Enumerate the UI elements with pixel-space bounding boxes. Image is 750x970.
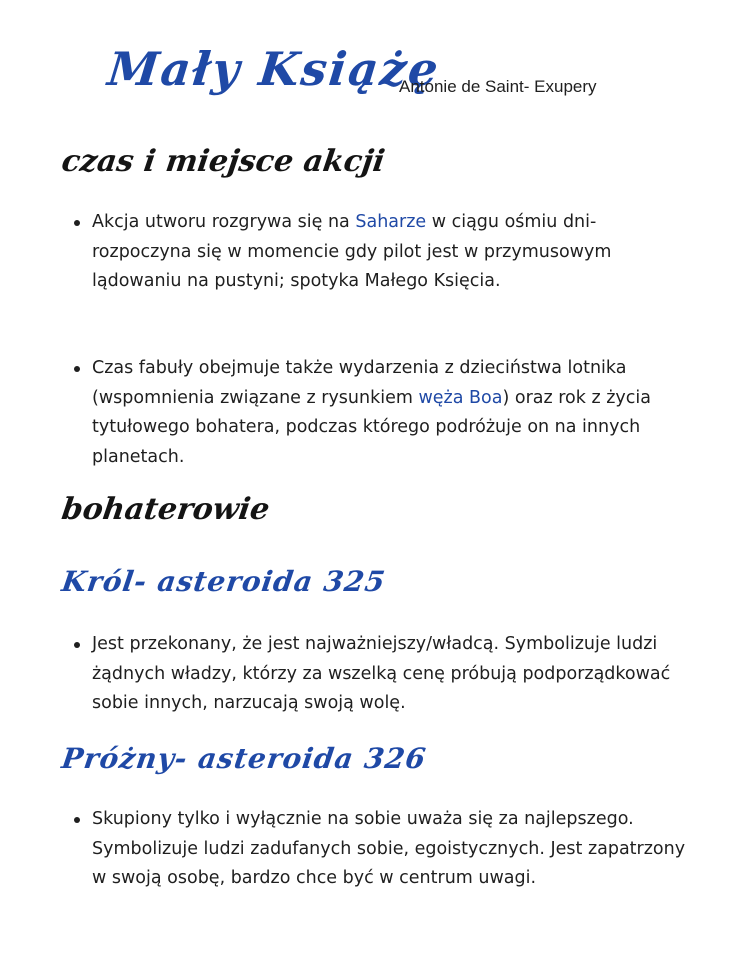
document-title: Mały Książę: [105, 42, 443, 96]
list-item: [74, 354, 694, 472]
bullet-text: Skupiony tylko i wyłącznie na sobie uważa się za najlepszego. Symbolizuje ludzi zadufanych sobie, egoistycznych. Jest zapatrzony w swoją osobę, bardzo chce być w centrum uwagi.: [92, 809, 686, 888]
heading-characters: bohaterowie: [59, 492, 272, 527]
bullet-icon: [74, 642, 80, 648]
list-item: [74, 630, 694, 719]
highlight-sahara: Saharze: [355, 212, 427, 232]
heading-vain: Próżny- asteroida 326: [59, 742, 429, 775]
bullet-text: Akcja utworu rozgrywa się na Saharze w ciągu ośmiu dni- rozpoczyna się w momencie gdy pilot jest w przymusowym lądowaniu na pustyni; spotyka Małego Księcia.: [92, 212, 612, 291]
list-item: [74, 208, 694, 297]
bullet-text: Jest przekonany, że jest najważniejszy/władcą. Symbolizuje ludzi żądnych władzy, którzy za wszelką cenę próbują podporządkować sobie innych, narzucają swoją wolę.: [92, 634, 671, 713]
bullet-icon: [74, 366, 80, 372]
heading-time-place: czas i miejsce akcji: [59, 144, 387, 179]
bullet-text: Czas fabuły obejmuje także wydarzenia z dzieciństwa lotnika (wspomnienia związane z rysunkiem węża Boa) oraz rok z życia tytułowego bohatera, podczas którego podróżuje on na innych planetach.: [92, 358, 651, 467]
heading-king: Król- asteroida 325: [59, 565, 388, 598]
bullet-icon: [74, 817, 80, 823]
author-name: Antonie de Saint- Exupery: [399, 77, 597, 96]
highlight-boa: węża Boa: [418, 387, 503, 408]
list-item: [74, 805, 694, 894]
bullet-icon: [74, 220, 80, 226]
